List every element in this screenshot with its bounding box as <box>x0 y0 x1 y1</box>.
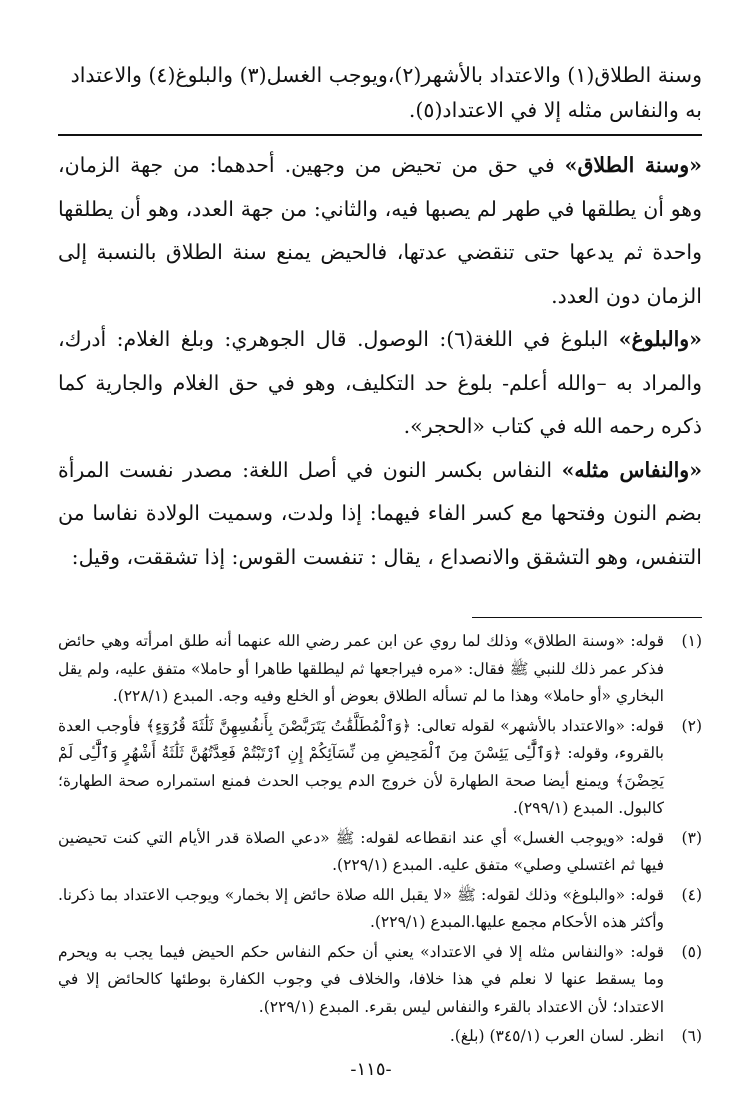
footnote-text: قوله: «والاعتداد بالأشهر» لقوله تعالى: ﴿وَٱلْمُطَلَّقَٰتُ يَتَرَبَّصْنَ بِأَنفُسِهِنَّ ثَلَٰثَةَ قُرُوٓءٍ﴾ فأوجب العدة بالقروء، وقوله: ﴿وَٱلَّٰٓـِٔى يَئِسْنَ مِنَ ٱلْمَحِيضِ مِن نِّسَآئِكُمْ إِنِ ٱرْتَبْتُمْ فَعِدَّتُهُنَّ ثَلَٰثَةُ أَشْهُرٍ وَٱلَّٰٓـِٔى لَمْ يَحِضْنَ﴾ ويمنع أيضا صحة الطهارة لأن خروج الدم يوجب الحدث فمنع استمراره صحة الطهارة؛ كالبول. المبدع (٢٩٩/١). <box>58 716 664 817</box>
commentary-keyword: «والنفاس مثله» <box>561 457 703 482</box>
footnotes <box>58 628 702 1051</box>
page-number: -١١٥- <box>350 1059 392 1080</box>
footnote-divider <box>472 617 702 618</box>
footnote <box>58 939 702 1022</box>
page <box>58 58 702 1078</box>
commentary-keyword: «وسنة الطلاق» <box>564 153 702 177</box>
footnote-number: (٤) <box>681 885 702 904</box>
commentary-paragraph <box>58 318 702 449</box>
footnote <box>58 882 702 937</box>
commentary-paragraph <box>58 144 702 318</box>
footnote <box>58 713 702 823</box>
footnote <box>58 628 702 711</box>
footnote-number: (٣) <box>681 828 702 847</box>
footnote-number: (٢) <box>681 716 702 735</box>
footnote <box>58 1023 702 1051</box>
matn-line: وسنة الطلاق(١) والاعتداد بالأشهر(٢)،ويوجب الغسل(٣) والبلوغ(٤) والاعتداد <box>70 63 702 87</box>
footnote-number: (٦) <box>681 1027 702 1045</box>
commentary-paragraph <box>58 449 702 580</box>
commentary-text: النفاس بكسر النون في أصل اللغة: مصدر نفست المرأة بضم النون وفتحها مع كسر الفاء فيهما: إذا ولدت، وسميت الولادة نفاسا من التنفس، وهو التشقق والانصداع ، يقال : تنفست القوس: إذا تشققت، وقيل: <box>58 457 702 569</box>
footnote-number: (١) <box>681 632 702 650</box>
matn-text <box>58 58 702 128</box>
footnote-text: قوله: «وسنة الطلاق» وذلك لما روي عن ابن عمر رضي الله عنهما أنه طلق امرأته وهي حائض فذكر عمر ذلك للنبي ﷺ فقال: «مره فيراجعها ثم ليطلقها طاهرا أو حاملا» متفق عليه، ولم يقل البخاري «أو حاملا» وهذا ما لم تسأله الطلاق بعوض أو الخلع وفيه وجه. المبدع (٢٢٨/١). <box>58 632 664 705</box>
footnote-text: انظر. لسان العرب (٣٤٥/١) (بلغ). <box>449 1027 664 1045</box>
footnote <box>58 825 702 880</box>
matn-divider <box>58 134 702 136</box>
footnote-text: قوله: «والبلوغ» وذلك لقوله: ﷺ «لا يقبل الله صلاة حائض إلا بخمار» ويوجب الاعتداد بما ذكرنا. وأكثر هذه الأحكام مجمع عليها.المبدع (٢٢٩/١). <box>58 885 664 931</box>
commentary-text: البلوغ في اللغة(٦): الوصول. قال الجوهري: وبلغ الغلام: أدرك، والمراد به –والله أعلم- بلوغ حد التكليف، وهو في حق الغلام والجارية كما ذكره رحمه الله في كتاب «الحجر». <box>58 327 702 438</box>
footnote-text: قوله: «ويوجب الغسل» أي عند انقطاعه لقوله: ﷺ «دعي الصلاة قدر الأيام التي كنت تحيضين فيها ثم اغتسلي وصلي» متفق عليه. المبدع (٢٢٩/١). <box>58 828 664 874</box>
matn-line: به والنفاس مثله إلا في الاعتداد(٥). <box>408 98 702 122</box>
commentary-keyword: «والبلوغ» <box>618 327 702 351</box>
footnote-text: قوله: «والنفاس مثله إلا في الاعتداد» يعني أن حكم النفاس حكم الحيض فيما يجب به ويحرم وما يسقط عنها لا نعلم في هذا خلافا، والخلاف في وجوب الكفارة بوطئها كالحائض إلا في الاعتداد؛ لأن الاعتداد بالقرء والنفاس ليس بقرء. المبدع (٢٢٩/١). <box>58 942 664 1016</box>
commentary <box>58 144 702 579</box>
footnote-number: (٥) <box>681 942 702 961</box>
commentary-text: في حق من تحيض من وجهين. أحدهما: من جهة الزمان، وهو أن يطلقها في طهر لم يصبها فيه، والثاني: من جهة العدد، وهو أن يطلقها واحدة ثم يدعها حتى تنقضي عدتها، فالحيض يمنع سنة الطلاق بالنسبة إلى الزمان دون العدد. <box>58 153 702 308</box>
